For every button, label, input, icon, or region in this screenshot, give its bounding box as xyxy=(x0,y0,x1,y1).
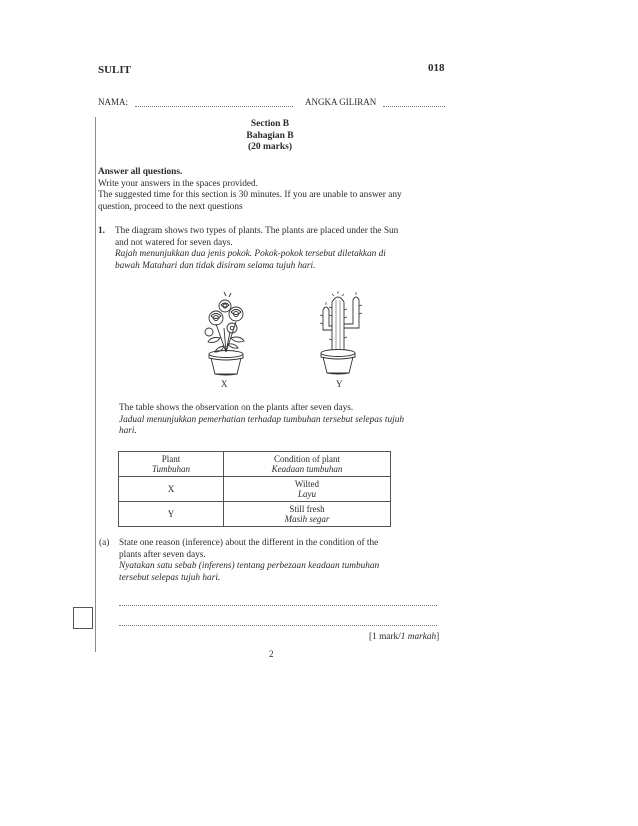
question1-en-line1: The diagram shows two types of plants. The plants are placed under the Sun xyxy=(115,226,399,236)
marks-close: ] xyxy=(436,632,440,642)
table-cell-plant: Y xyxy=(119,502,224,527)
question1-text xyxy=(115,226,398,272)
table-cell-plant: X xyxy=(119,477,224,502)
instructions-heading: Answer all questions. xyxy=(98,167,183,177)
margin-line xyxy=(95,117,96,652)
part-a-label: (a) xyxy=(99,538,110,548)
header-plant-en: Plant xyxy=(161,454,181,464)
plant-y-illustration xyxy=(310,284,366,376)
section-marks: (20 marks) xyxy=(247,142,293,152)
question1-ms-line2: bawah Matahari dan tidak disiram selama tujuh hari. xyxy=(115,260,316,271)
paper-code: 018 xyxy=(428,62,445,74)
instructions xyxy=(98,167,402,213)
answer-line[interactable] xyxy=(119,605,437,606)
header-plant-ms: Tumbuhan xyxy=(151,464,190,474)
condition-en: Wilted xyxy=(294,479,320,489)
table-intro-ms-line1: Jadual menunjukkan pemerhatian terhadap tumbuhan tersebut selepas tujuh xyxy=(119,414,404,425)
table-intro-en: The table shows the observation on the plants after seven days. xyxy=(119,403,354,413)
condition-en: Still fresh xyxy=(289,504,325,514)
table-header-condition xyxy=(224,452,391,477)
answer-line[interactable] xyxy=(119,625,437,626)
condition-ms: Layu xyxy=(298,489,316,499)
marks-allocation xyxy=(369,632,439,644)
table-cell-condition xyxy=(224,502,391,527)
observation-table xyxy=(118,451,391,527)
table-header-plant xyxy=(119,452,224,477)
section-heading xyxy=(200,119,340,154)
instructions-line2: The suggested time for this section is 30 minutes. If you are unable to answer any xyxy=(98,190,402,200)
part-a-en-line2: plants after seven days. xyxy=(119,549,206,560)
table-cell-condition xyxy=(224,477,391,502)
table-row xyxy=(119,477,391,502)
classification-label: SULIT xyxy=(98,64,132,76)
marks-en: [1 mark/ xyxy=(369,632,401,642)
marks-ms: 1 markah xyxy=(400,632,437,642)
section-title-en: Section B xyxy=(250,119,290,129)
question-number: 1. xyxy=(98,226,105,236)
part-a-en-line1: State one reason (inference) about the different in the condition of the xyxy=(119,538,379,548)
instructions-line1: Write your answers in the spaces provided. xyxy=(98,178,258,189)
page-number: 2 xyxy=(269,649,274,659)
part-a-ms-line1: Nyatakan satu sebab (inferens) tentang perbezaan keadaan tumbuhan xyxy=(119,561,380,571)
question1-ms-line1: Rajah menunjukkan dua jenis pokok. Pokok-pokok tersebut diletakkan di xyxy=(115,249,386,259)
table-intro xyxy=(119,403,404,438)
examiner-mark-box[interactable] xyxy=(73,607,93,629)
plant-y-label: Y xyxy=(336,379,343,389)
condition-ms: Masih segar xyxy=(284,514,330,524)
plant-x-label: X xyxy=(221,379,228,389)
instructions-line3: question, proceed to the next questions xyxy=(98,201,243,212)
question1-en-line2: and not watered for seven days. xyxy=(115,237,233,248)
header-condition-ms: Keadaan tumbuhan xyxy=(271,464,343,474)
nama-answer-line[interactable] xyxy=(135,106,293,107)
part-a-ms-line2: tersebut selepas tujuh hari. xyxy=(119,572,221,583)
angka-giliran-label: ANGKA GILIRAN xyxy=(305,97,377,107)
table-header-row xyxy=(119,452,391,477)
table-row xyxy=(119,502,391,527)
part-a-text xyxy=(119,538,379,584)
header-condition-en: Condition of plant xyxy=(274,454,340,464)
angka-giliran-answer-line[interactable] xyxy=(383,106,445,107)
section-title-ms: Bahagian B xyxy=(246,130,294,141)
nama-label: NAMA: xyxy=(98,97,129,107)
table-intro-ms-line2: hari. xyxy=(119,426,137,436)
plant-x-illustration xyxy=(194,288,258,376)
